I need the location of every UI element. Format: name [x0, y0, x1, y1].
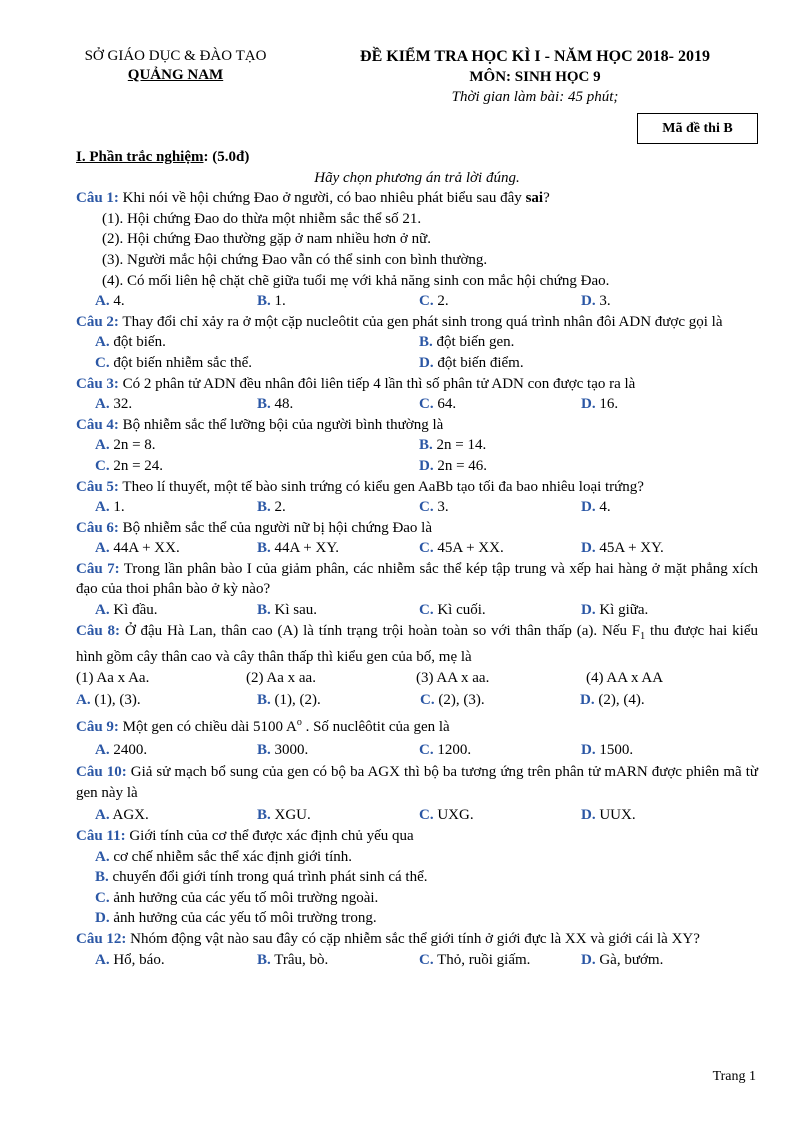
option-text: 1500.	[595, 741, 634, 758]
option-label: A.	[95, 602, 110, 619]
answer-option-d[interactable]	[76, 908, 758, 929]
option-label: A.	[95, 741, 110, 758]
answer-option-b[interactable]	[257, 394, 419, 415]
answer-option-b[interactable]	[257, 805, 419, 826]
answer-option-a[interactable]	[95, 497, 257, 518]
option-label: C.	[419, 396, 434, 413]
option-label: D.	[580, 692, 595, 709]
answer-options	[76, 538, 758, 559]
question-stem: Giới tính của cơ thể được xác định chủ yếu qua	[125, 828, 414, 844]
question-text	[76, 415, 758, 436]
answer-option-b[interactable]	[76, 867, 758, 888]
exam-time: Thời gian làm bài: 45 phút;	[451, 89, 619, 105]
option-text: 2.	[433, 293, 449, 310]
option-text: Kì sau.	[270, 602, 318, 619]
answer-options	[76, 805, 758, 826]
exam-code-box: Mã đề thi B	[637, 113, 758, 144]
answer-option-a[interactable]	[95, 291, 257, 312]
option-text: 1.	[270, 293, 286, 310]
option-label: B.	[95, 869, 109, 886]
question-text	[76, 621, 758, 668]
option-text: ảnh hưởng của các yếu tố môi trường trong.	[109, 910, 377, 927]
option-text: 32.	[109, 396, 133, 413]
question-number: Câu 3:	[76, 375, 119, 392]
option-label: A.	[95, 396, 110, 413]
answer-option-c[interactable]	[419, 600, 581, 621]
option-label: C.	[419, 602, 434, 619]
answer-option-a[interactable]	[95, 538, 257, 559]
section-heading	[76, 147, 758, 168]
option-label: B.	[257, 499, 271, 516]
option-text: Kì cuối.	[433, 602, 486, 619]
answer-option-c[interactable]	[419, 497, 581, 518]
question-number: Câu 1:	[76, 190, 119, 207]
option-text: đột biến nhiễm sắc thể.	[109, 354, 253, 371]
org-line2: QUẢNG NAM	[127, 67, 224, 83]
answer-option-a[interactable]	[95, 332, 419, 353]
question-number: Câu 12:	[76, 930, 127, 947]
answer-option-c[interactable]	[419, 394, 581, 415]
combo-item: (4) AA x AA	[586, 669, 664, 686]
question-stem: Nhóm động vật nào sau đây có cặp nhiễm sắc thể giới tính ở giới đực là XX và giới cái là XY?	[126, 930, 700, 947]
option-text: đột biến gen.	[432, 334, 515, 351]
exam-content	[76, 147, 758, 970]
option-label: A.	[95, 293, 110, 310]
option-label: C.	[420, 692, 435, 709]
option-label: B.	[257, 602, 271, 619]
question-stem: Ở đậu Hà Lan, thân cao (A) là tính trạng trội hoàn toàn so với thân thấp (a). Nếu F	[120, 622, 641, 639]
answer-options	[76, 600, 758, 621]
question-stem-end: . Số nuclêôtit của gen là	[301, 719, 450, 736]
answer-option-d[interactable]	[581, 950, 743, 971]
question-stem: Một gen có chiều dài 5100 A	[118, 719, 297, 736]
option-text: Thỏ, ruồi giấm.	[433, 951, 531, 968]
option-text: Trâu, bò.	[270, 951, 329, 968]
question-2	[76, 312, 758, 374]
answer-options	[76, 950, 758, 971]
combo-item: (3) AA x aa.	[416, 669, 490, 686]
option-text: đột biến điểm.	[433, 354, 524, 371]
question-number: Câu 5:	[76, 478, 119, 495]
question-stem: Thay đổi chỉ xảy ra ở một cặp nucleôtit của gen phát sinh trong quá trình nhân đôi ADN được gọi là	[118, 313, 723, 330]
answer-options	[76, 690, 758, 711]
answer-option-c[interactable]	[419, 291, 581, 312]
statement: (2). Hội chứng Đao thường gặp ở nam nhiều hơn ở nữ.	[102, 231, 431, 248]
option-text: 2n = 24.	[109, 457, 164, 474]
answer-option-b[interactable]	[257, 497, 419, 518]
option-label: C.	[95, 354, 110, 371]
answer-option-d[interactable]	[581, 805, 743, 826]
option-text: 16.	[595, 396, 619, 413]
option-label: B.	[257, 951, 271, 968]
option-label: D.	[419, 354, 434, 371]
answer-option-a[interactable]	[76, 690, 257, 711]
answer-option-a[interactable]	[95, 740, 257, 761]
answer-option-a[interactable]	[95, 394, 257, 415]
answer-option-b[interactable]	[257, 538, 419, 559]
statement: (4). Có mối liên hệ chặt chẽ giữa tuổi mẹ với khả năng sinh con mắc hội chứng Đao.	[102, 272, 610, 289]
option-text: 3000.	[270, 741, 309, 758]
answer-options	[76, 435, 758, 476]
answer-option-c[interactable]	[419, 740, 581, 761]
option-text: 48.	[270, 396, 294, 413]
option-text: 45A + XX.	[433, 540, 504, 557]
question-stem: Bộ nhiễm sắc thể của người nữ bị hội chứng Đao là	[118, 519, 433, 536]
question-9	[76, 713, 758, 760]
question-10	[76, 762, 758, 826]
option-label: B.	[257, 807, 271, 824]
option-label: D.	[581, 602, 596, 619]
option-label: A.	[95, 437, 110, 454]
question-7	[76, 559, 758, 621]
answer-option-c[interactable]	[419, 950, 581, 971]
question-text	[76, 477, 758, 498]
question-stem-cont: thu được hai kiểu hình gồm cây thân cao và cây thân thấp thì kiểu gen của bố, mẹ là	[76, 622, 758, 666]
combo-item: (1) Aa x Aa.	[76, 669, 150, 686]
header-title-block	[300, 47, 770, 107]
page-number: Trang 1	[712, 1069, 756, 1084]
answer-option-d[interactable]	[419, 456, 743, 477]
option-text: Kì đầu.	[109, 602, 158, 619]
answer-option-d[interactable]	[580, 690, 742, 711]
answer-option-c[interactable]	[95, 456, 419, 477]
option-label: D.	[581, 807, 596, 824]
question-6	[76, 518, 758, 559]
question-text	[76, 559, 758, 600]
subscript: 1	[640, 630, 646, 642]
answer-option-d[interactable]	[581, 497, 743, 518]
option-label: D.	[581, 540, 596, 557]
option-text: 1.	[109, 499, 125, 516]
answer-options	[76, 847, 758, 929]
option-label: B.	[257, 293, 271, 310]
option-text: (2), (4).	[594, 692, 645, 709]
question-text	[76, 518, 758, 539]
option-label: C.	[419, 807, 434, 824]
section-title: I. Phần trắc nghiệm	[76, 149, 204, 165]
answer-options	[76, 332, 758, 373]
answer-options	[76, 740, 758, 761]
question-1	[76, 188, 758, 312]
option-text: Gà, bướm.	[595, 951, 664, 968]
question-4	[76, 415, 758, 477]
instruction: Hãy chọn phương án trả lời đúng.	[314, 169, 520, 186]
option-text: chuyển đổi giới tính trong quá trình phát sinh cá thể.	[108, 869, 428, 886]
option-text: 44A + XY.	[270, 540, 339, 557]
option-text: 45A + XY.	[595, 540, 664, 557]
option-text: AGX.	[109, 807, 149, 824]
option-label: C.	[419, 293, 434, 310]
option-text: 2n = 14.	[432, 437, 487, 454]
option-text: 2n = 46.	[433, 457, 488, 474]
question-5	[76, 477, 758, 518]
option-label: D.	[419, 457, 434, 474]
answer-option-c[interactable]	[420, 690, 580, 711]
option-label: D.	[95, 910, 110, 927]
answer-option-a[interactable]	[76, 847, 758, 868]
answer-option-a[interactable]	[95, 805, 257, 826]
question-stem: Có 2 phân tử ADN đều nhân đôi liên tiếp 4 lần thì số phân tử ADN con được tạo ra là	[118, 375, 636, 392]
option-text: (1), (2).	[270, 692, 321, 709]
combo-item: (2) Aa x aa.	[246, 669, 316, 686]
question-text	[76, 374, 758, 395]
option-label: A.	[95, 540, 110, 557]
option-label: B.	[257, 692, 271, 709]
answer-option-b[interactable]	[257, 690, 420, 711]
section-points: : (5.0đ)	[203, 149, 250, 165]
option-text: 4.	[109, 293, 125, 310]
option-label: A.	[95, 951, 110, 968]
option-text: cơ chế nhiễm sắc thể xác định giới tính.	[109, 848, 353, 865]
question-number: Câu 6:	[76, 519, 119, 536]
question-11	[76, 826, 758, 929]
option-label: D.	[581, 499, 596, 516]
option-text: XGU.	[270, 807, 311, 824]
option-text: UUX.	[595, 807, 636, 824]
answer-option-a[interactable]	[95, 600, 257, 621]
question-number: Câu 8:	[76, 622, 120, 639]
answer-option-d[interactable]	[419, 353, 743, 374]
option-text: 2.	[270, 499, 286, 516]
option-text: 4.	[595, 499, 611, 516]
answer-option-b[interactable]	[257, 950, 419, 971]
option-text: 3.	[433, 499, 449, 516]
question-text	[76, 929, 758, 950]
exam-title: ĐỀ KIỂM TRA HỌC KÌ I - NĂM HỌC 2018- 2019	[360, 48, 710, 65]
option-text: (1), (3).	[90, 692, 141, 709]
question-stem: Theo lí thuyết, một tế bào sinh trứng có kiểu gen AaBb tạo tối đa bao nhiêu loại trứng?	[118, 478, 644, 495]
question-text	[76, 312, 758, 333]
option-text: 2400.	[109, 741, 148, 758]
question-number: Câu 7:	[76, 560, 120, 577]
question-8	[76, 621, 758, 711]
answer-option-d[interactable]	[581, 740, 743, 761]
answer-option-d[interactable]	[581, 538, 743, 559]
option-label: A.	[95, 848, 110, 865]
answer-option-c[interactable]	[76, 888, 758, 909]
option-text: Kì giữa.	[595, 602, 649, 619]
option-label: C.	[419, 499, 434, 516]
question-number: Câu 9:	[76, 719, 119, 736]
question-3	[76, 374, 758, 415]
answer-option-d[interactable]	[581, 394, 743, 415]
question-number: Câu 10:	[76, 764, 127, 781]
option-label: A.	[76, 692, 91, 709]
question-text	[76, 188, 758, 209]
answer-options	[76, 291, 758, 312]
question-number: Câu 11:	[76, 828, 126, 844]
option-label: C.	[95, 889, 110, 906]
question-number: Câu 2:	[76, 313, 119, 330]
emphasis-word: sai	[525, 190, 544, 207]
option-label: D.	[581, 951, 596, 968]
option-text: ảnh hưởng của các yếu tố môi trường ngoài.	[109, 889, 379, 906]
statement: (1). Hội chứng Đao do thừa một nhiễm sắc thể số 21.	[102, 210, 422, 227]
option-label: B.	[419, 334, 433, 351]
answer-option-d[interactable]	[581, 600, 743, 621]
genotype-combinations	[76, 668, 758, 689]
answer-option-a[interactable]	[95, 950, 257, 971]
answer-options	[76, 394, 758, 415]
option-text: 1200.	[433, 741, 472, 758]
answer-options	[76, 497, 758, 518]
question-12	[76, 929, 758, 970]
question-text	[76, 713, 758, 738]
option-label: A.	[95, 334, 110, 351]
question-number: Câu 4:	[76, 416, 119, 433]
superscript: o	[296, 717, 302, 729]
option-label: C.	[419, 741, 434, 758]
option-text: Hổ, báo.	[109, 951, 165, 968]
option-text: đột biến.	[109, 334, 166, 351]
option-label: B.	[257, 741, 271, 758]
option-label: D.	[581, 396, 596, 413]
question-stem: Khi nói về hội chứng Đao ở người, có bao nhiêu phát biểu sau đây	[118, 190, 526, 207]
option-text: 44A + XX.	[109, 540, 180, 557]
exam-subject: MÔN: SINH HỌC 9	[469, 69, 601, 85]
question-stem: Trong lần phân bào I của giảm phân, các nhiễm sắc thể kép tập trung và xếp hai hàng ở mặt phẳng xích đạo của thoi phân bào ở kỳ nào?	[76, 560, 758, 598]
answer-option-c[interactable]	[95, 353, 419, 374]
question-end: ?	[543, 190, 550, 207]
answer-option-b[interactable]	[257, 740, 419, 761]
option-label: C.	[419, 951, 434, 968]
question-text	[76, 762, 758, 803]
option-label: D.	[581, 741, 596, 758]
answer-option-b[interactable]	[257, 600, 419, 621]
org-line1: SỞ GIÁO DỤC & ĐÀO TẠO	[84, 48, 267, 64]
statement: (3). Người mắc hội chứng Đao vẫn có thể sinh con bình thường.	[102, 251, 488, 268]
option-label: B.	[257, 540, 271, 557]
option-label: C.	[419, 540, 434, 557]
header-organization	[68, 47, 283, 85]
answer-option-b[interactable]	[419, 435, 743, 456]
question-stem: Giả sử mạch bổ sung của gen có bộ ba AGX thì bộ ba tương ứng trên phân tử mARN được phiên mã từ gen này là	[76, 764, 758, 801]
option-label: A.	[95, 499, 110, 516]
option-text: UXG.	[433, 807, 474, 824]
option-label: D.	[581, 293, 596, 310]
question-stem: Bộ nhiễm sắc thể lưỡng bội của người bình thường là	[118, 416, 444, 433]
option-label: B.	[419, 437, 433, 454]
option-label: C.	[95, 457, 110, 474]
option-text: 64.	[433, 396, 457, 413]
option-text: (2), (3).	[434, 692, 485, 709]
option-label: B.	[257, 396, 271, 413]
answer-option-b[interactable]	[257, 291, 419, 312]
option-text: 3.	[595, 293, 611, 310]
answer-option-a[interactable]	[95, 435, 419, 456]
option-label: A.	[95, 807, 110, 824]
answer-option-d[interactable]	[581, 291, 743, 312]
question-text	[76, 826, 758, 847]
answer-option-b[interactable]	[419, 332, 743, 353]
option-text: 2n = 8.	[109, 437, 156, 454]
answer-option-c[interactable]	[419, 805, 581, 826]
answer-option-c[interactable]	[419, 538, 581, 559]
